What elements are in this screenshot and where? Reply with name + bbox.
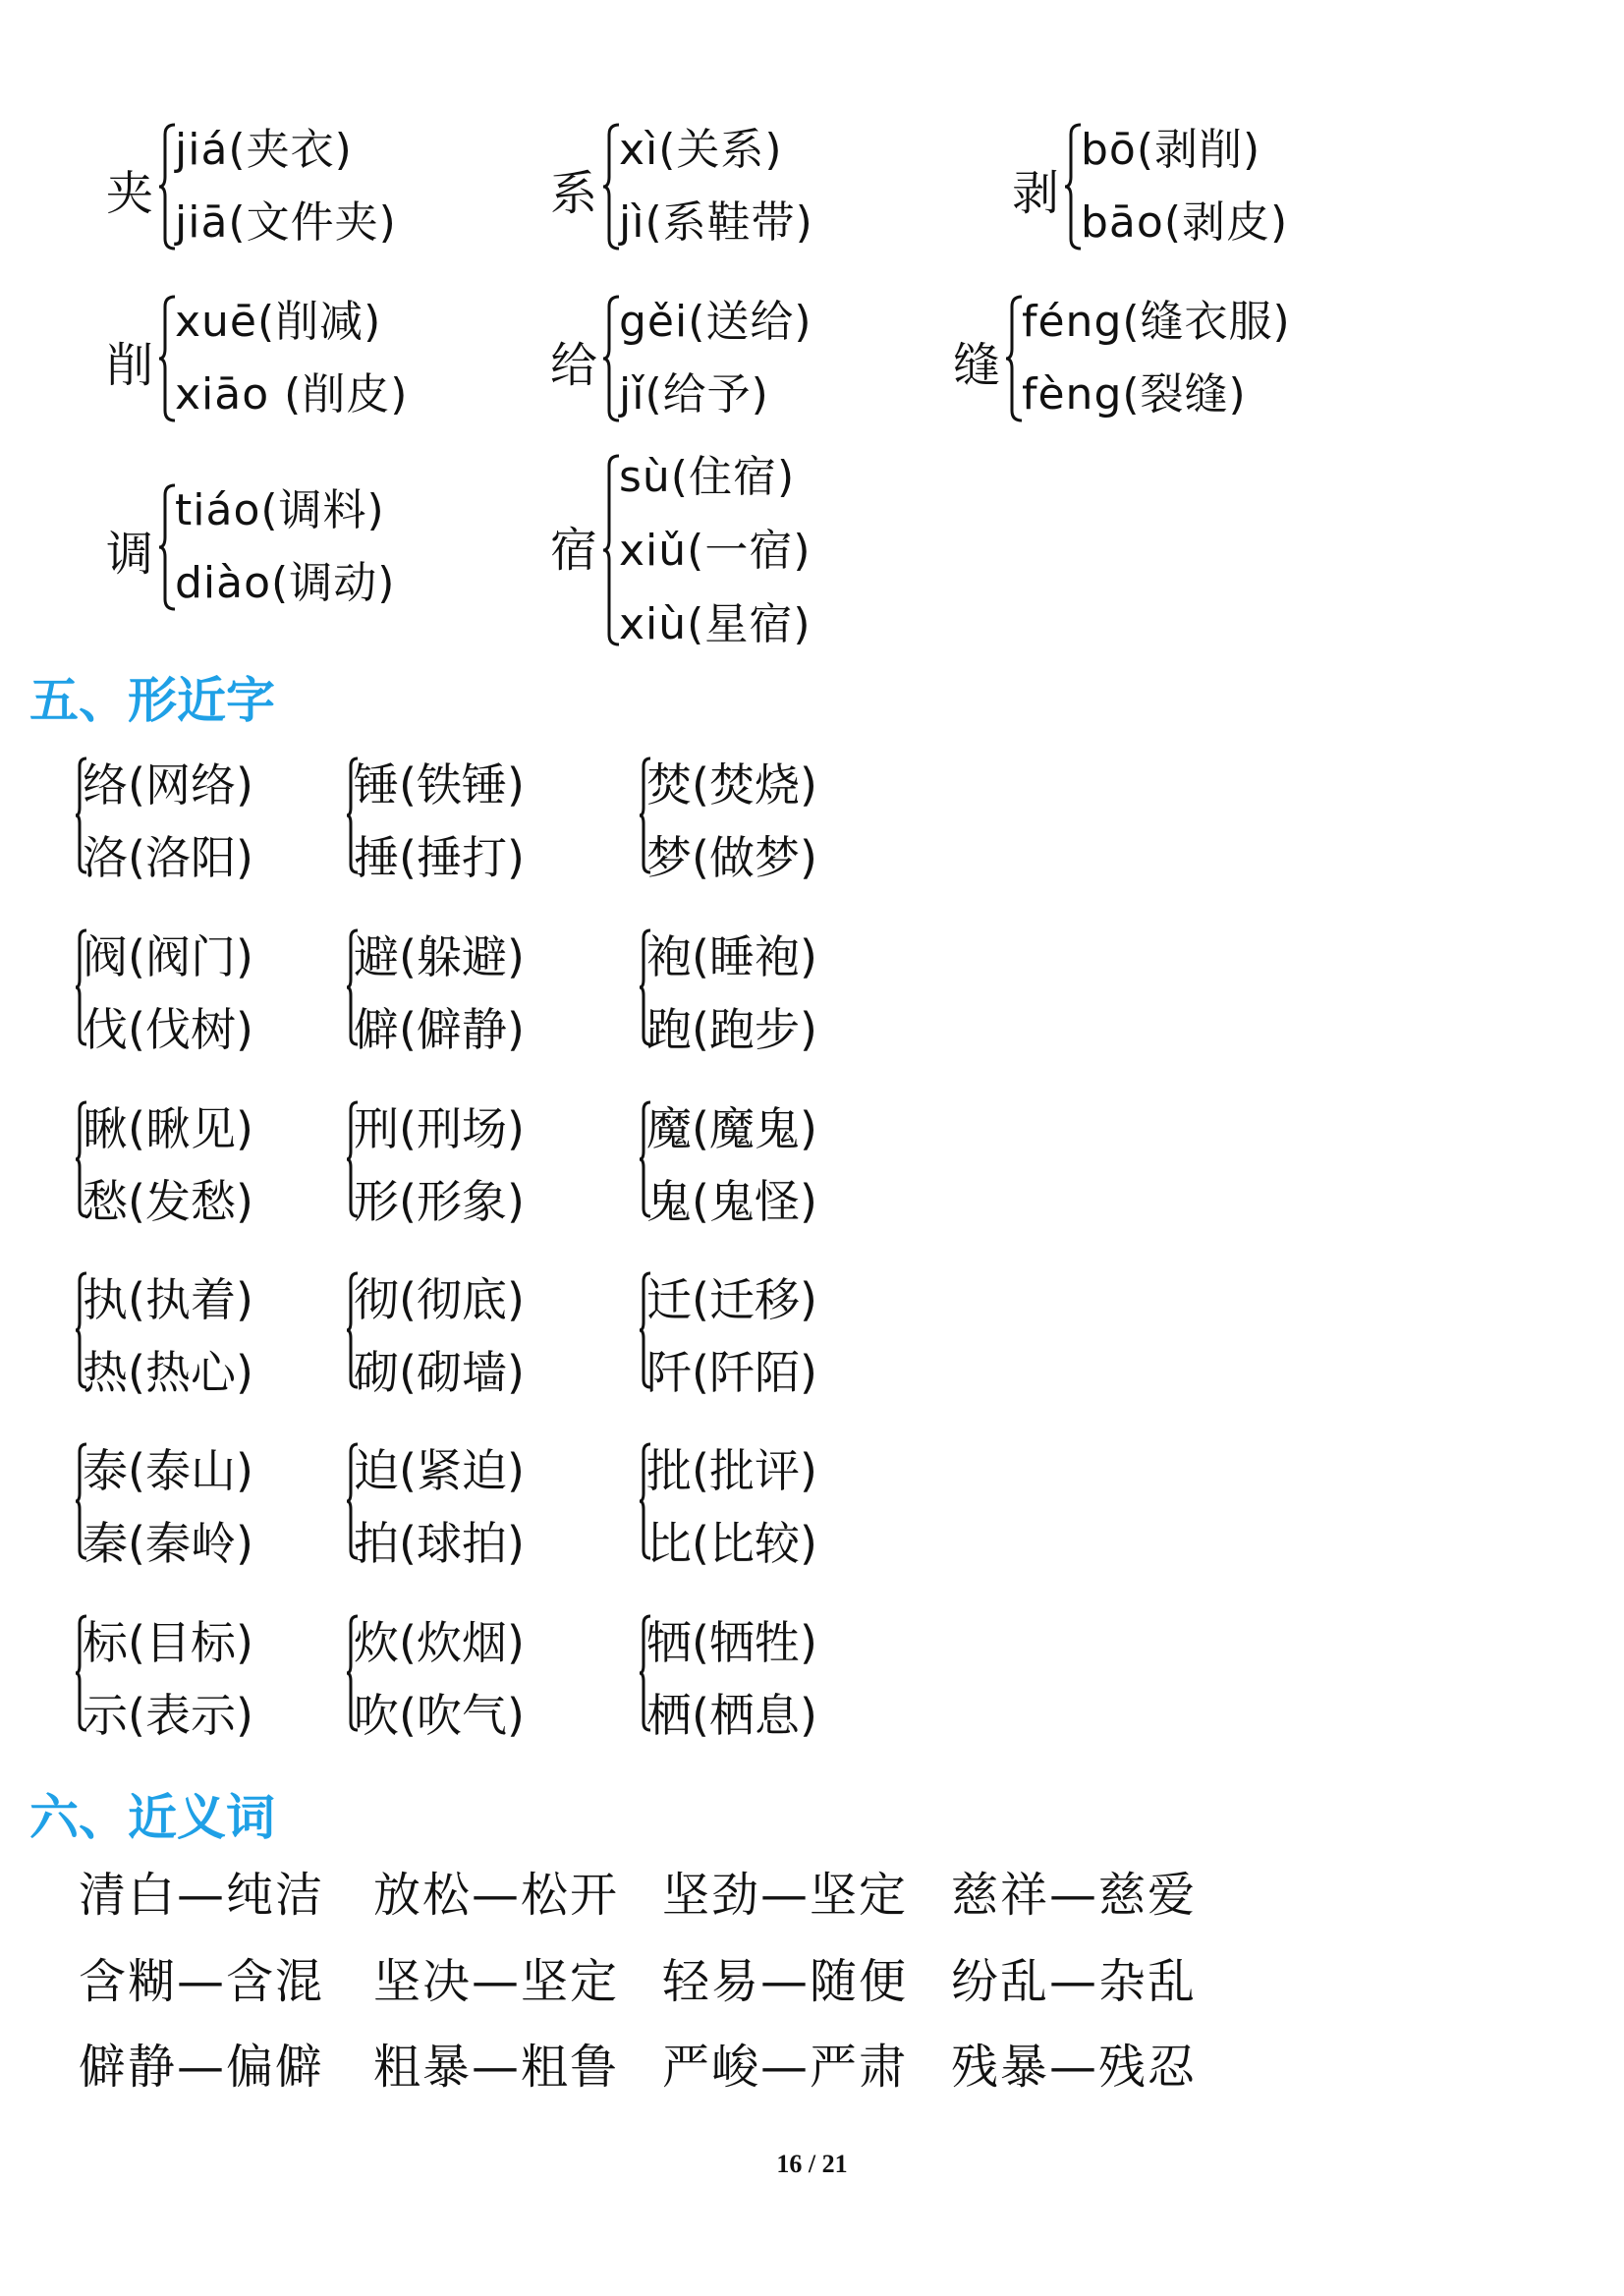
poly-reading: jǐ(给予) (619, 369, 769, 420)
poly-reading: gěi(送给) (619, 297, 812, 347)
similar-char-pair (639, 1100, 894, 1228)
poly-char: 缝 (953, 338, 1001, 393)
similar-char-pair (75, 1271, 330, 1399)
similar-char-entry: 栖(栖息) (646, 1689, 817, 1742)
page-number: 16 / 21 (776, 2150, 848, 2178)
synonym-pair: 残暴—残忍 (951, 2040, 1198, 2095)
synonym-row (79, 2040, 1552, 2102)
synonym-pair: 坚决—坚定 (373, 1954, 620, 2009)
similar-char-entry: 洛(洛阳) (83, 831, 253, 884)
similar-char-pair (639, 1614, 894, 1742)
poly-reading: jiá(夹衣) (175, 125, 353, 175)
synonym-pair: 严峻—严肃 (662, 2040, 909, 2095)
similar-char-entry: 比(比较) (646, 1517, 817, 1570)
brace-icon (157, 123, 177, 251)
similar-char-entry: 形(形象) (354, 1175, 525, 1228)
similar-char-entry: 伐(伐树) (83, 1003, 253, 1056)
poly-char: 剥 (1012, 166, 1060, 221)
synonym-pair: 清白—纯洁 (79, 1868, 325, 1923)
poly-reading: bō(剥削) (1081, 125, 1261, 175)
similar-char-pair (346, 1271, 601, 1399)
poly-reading: féng(缝衣服) (1022, 297, 1291, 347)
poly-reading: jiā(文件夹) (175, 197, 397, 248)
similar-char-pair (639, 1271, 894, 1399)
similar-char-entry: 瞅(瞅见) (83, 1102, 253, 1155)
synonym-pair: 坚劲—坚定 (662, 1868, 909, 1923)
poly-reading: sù(住宿) (619, 452, 796, 502)
similar-char-entry: 梦(做梦) (646, 831, 817, 884)
brace-icon (601, 123, 621, 251)
section-heading-synonyms: 六、近义词 (29, 1789, 275, 1846)
similar-char-entry: 络(网络) (83, 758, 253, 812)
poly-char: 给 (550, 338, 598, 393)
similar-char-entry: 执(执着) (83, 1273, 253, 1326)
poly-reading: xiāo (削皮) (175, 369, 409, 420)
similar-char-entry: 僻(僻静) (354, 1003, 525, 1056)
synonym-pair: 轻易—随便 (662, 1954, 909, 2009)
similar-char-pair (346, 756, 601, 884)
poly-char: 调 (106, 527, 154, 582)
similar-char-entry: 砌(砌墙) (354, 1346, 525, 1399)
brace-icon (601, 454, 621, 646)
similar-char-pair (75, 756, 330, 884)
poly-reading: tiáo(调料) (175, 485, 385, 535)
similar-char-entry: 示(表示) (83, 1689, 253, 1742)
similar-char-entry: 捶(捶打) (354, 831, 525, 884)
poly-reading: xuē(削减) (175, 297, 382, 347)
similar-char-entry: 锤(铁锤) (354, 758, 525, 812)
similar-char-entry: 秦(秦岭) (83, 1517, 253, 1570)
similar-char-entry: 拍(球拍) (354, 1517, 525, 1570)
similar-char-pair (346, 1614, 601, 1742)
poly-reading: diào(调动) (175, 558, 396, 608)
poly-reading: xiù(星宿) (619, 599, 812, 649)
section-heading-similar-chars: 五、形近字 (29, 672, 275, 729)
similar-char-entry: 炊(炊烟) (354, 1616, 525, 1669)
similar-char-entry: 焚(焚烧) (646, 758, 817, 812)
poly-reading: xì(关系) (619, 125, 783, 175)
brace-icon (1063, 123, 1083, 251)
synonym-pair: 粗暴—粗鲁 (373, 2040, 620, 2095)
similar-char-entry: 泰(泰山) (83, 1444, 253, 1497)
similar-char-pair (639, 928, 894, 1056)
similar-char-entry: 魔(魔鬼) (646, 1102, 817, 1155)
similar-char-entry: 批(批评) (646, 1444, 817, 1497)
poly-reading: jì(系鞋带) (619, 197, 813, 248)
synonym-pair: 僻静—偏僻 (79, 2040, 325, 2095)
similar-char-pair (75, 928, 330, 1056)
similar-char-entry: 阡(阡陌) (646, 1346, 817, 1399)
similar-char-entry: 迫(紧迫) (354, 1444, 525, 1497)
poly-char: 夹 (106, 166, 154, 221)
poly-reading: fèng(裂缝) (1022, 369, 1247, 420)
similar-char-entry: 热(热心) (83, 1346, 253, 1399)
synonym-row (79, 1868, 1552, 1931)
similar-char-pair (75, 1100, 330, 1228)
synonym-pair: 慈祥—慈爱 (951, 1868, 1198, 1923)
poly-char: 宿 (550, 523, 598, 578)
brace-icon (1004, 295, 1024, 422)
poly-char: 削 (106, 338, 154, 393)
similar-char-entry: 袍(睡袍) (646, 930, 817, 983)
synonym-pair: 纷乱—杂乱 (951, 1954, 1198, 2009)
similar-char-pair (75, 1442, 330, 1570)
similar-char-pair (346, 1100, 601, 1228)
similar-char-entry: 跑(跑步) (646, 1003, 817, 1056)
synonym-pair: 含糊—含混 (79, 1954, 325, 2009)
similar-char-pair (75, 1614, 330, 1742)
similar-char-entry: 标(目标) (83, 1616, 253, 1669)
brace-icon (157, 295, 177, 422)
synonym-row (79, 1954, 1552, 2017)
poly-char: 系 (550, 166, 598, 221)
similar-char-entry: 吹(吹气) (354, 1689, 525, 1742)
similar-char-pair (639, 1442, 894, 1570)
similar-char-entry: 阀(阀门) (83, 930, 253, 983)
synonym-pair: 放松—松开 (373, 1868, 620, 1923)
poly-reading: bāo(剥皮) (1081, 197, 1289, 248)
similar-char-entry: 愁(发愁) (83, 1175, 253, 1228)
similar-char-pair (346, 1442, 601, 1570)
similar-char-entry: 鬼(鬼怪) (646, 1175, 817, 1228)
brace-icon (157, 483, 177, 611)
similar-char-pair (346, 928, 601, 1056)
similar-char-entry: 彻(彻底) (354, 1273, 525, 1326)
similar-char-entry: 避(躲避) (354, 930, 525, 983)
brace-icon (601, 295, 621, 422)
poly-reading: xiǔ(一宿) (619, 526, 812, 576)
similar-char-entry: 迁(迁移) (646, 1273, 817, 1326)
similar-char-entry: 刑(刑场) (354, 1102, 525, 1155)
similar-char-pair (639, 756, 894, 884)
similar-char-entry: 牺(牺牲) (646, 1616, 817, 1669)
